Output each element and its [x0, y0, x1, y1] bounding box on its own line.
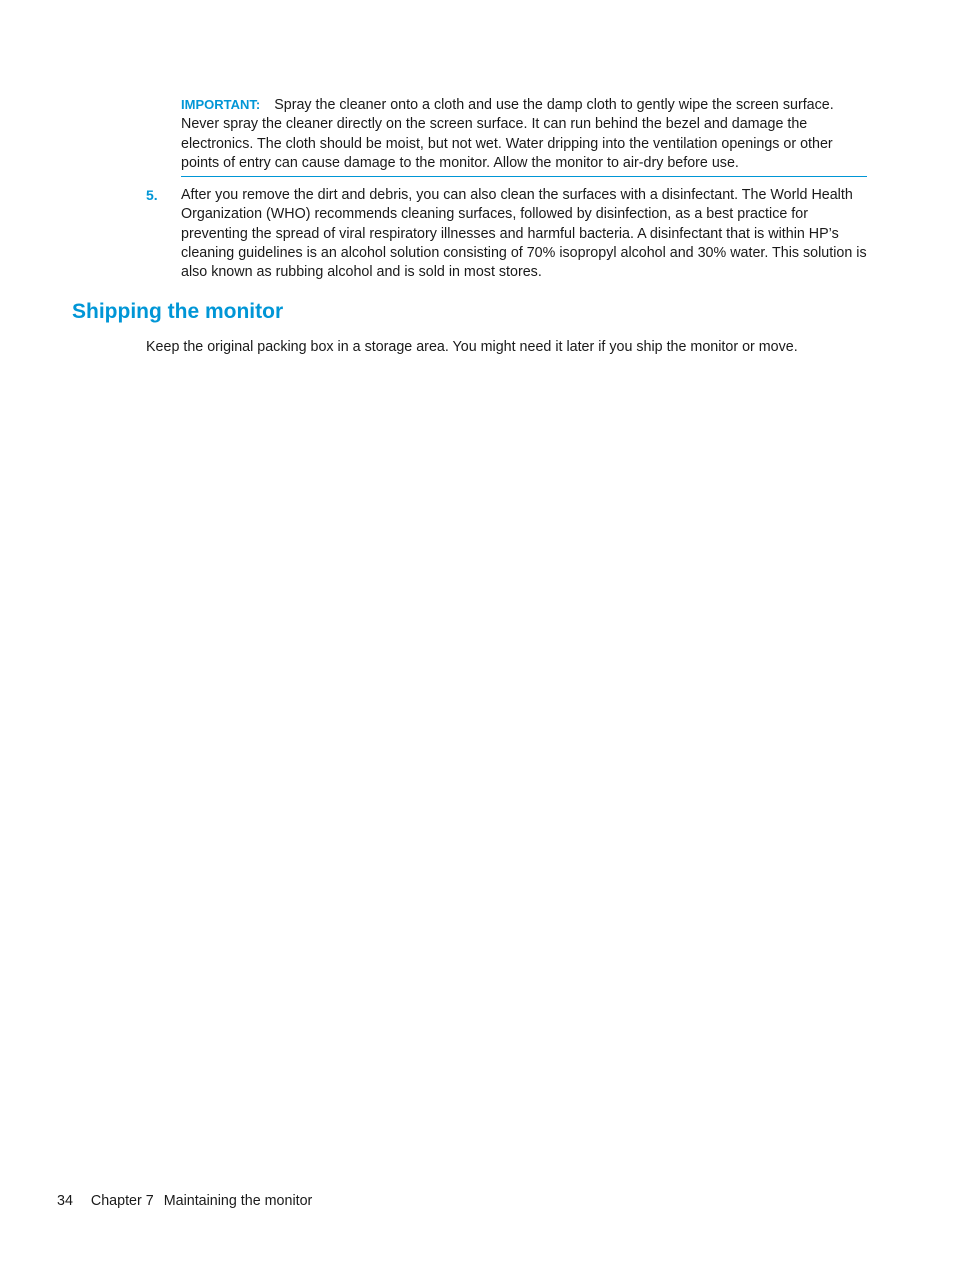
important-note: [181, 95, 867, 177]
step-text: After you remove the dirt and debris, you can also clean the surfaces with a disinfectant. The World Health Organization (WHO) recommends cleaning surfaces, followed by disinfection, as a best practice for preventing the spread of viral respiratory illnesses and harmful bacteria. A disinfectant that is within HP’s cleaning guidelines is an alcohol solution consisting of 70% isopropyl alcohol and 30% water. This solution is also known as rubbing alcohol and is sold in most stores.: [181, 187, 867, 281]
section-heading: Shipping the monitor: [72, 300, 284, 323]
section-body: Keep the original packing box in a storage area. You might need it later if you ship the monitor or move.: [146, 339, 798, 355]
important-label: IMPORTANT:: [181, 97, 261, 112]
important-text: Spray the cleaner onto a cloth and use the damp cloth to gently wipe the screen surface. Never spray the cleaner directly on the screen surface. It can run behind the bezel and damage the electronics. The cloth should be moist, but not wet. Water dripping into the ventilation openings or other points of entry can cause damage to the monitor. Allow the monitor to air-dry before use.: [181, 97, 834, 171]
footer-page-number: 34: [57, 1193, 73, 1209]
step-number: 5.: [146, 187, 158, 203]
footer-chapter-title: Maintaining the monitor: [163, 1193, 313, 1209]
footer-chapter: Chapter 7: [90, 1193, 154, 1209]
page-footer: [57, 1192, 312, 1211]
